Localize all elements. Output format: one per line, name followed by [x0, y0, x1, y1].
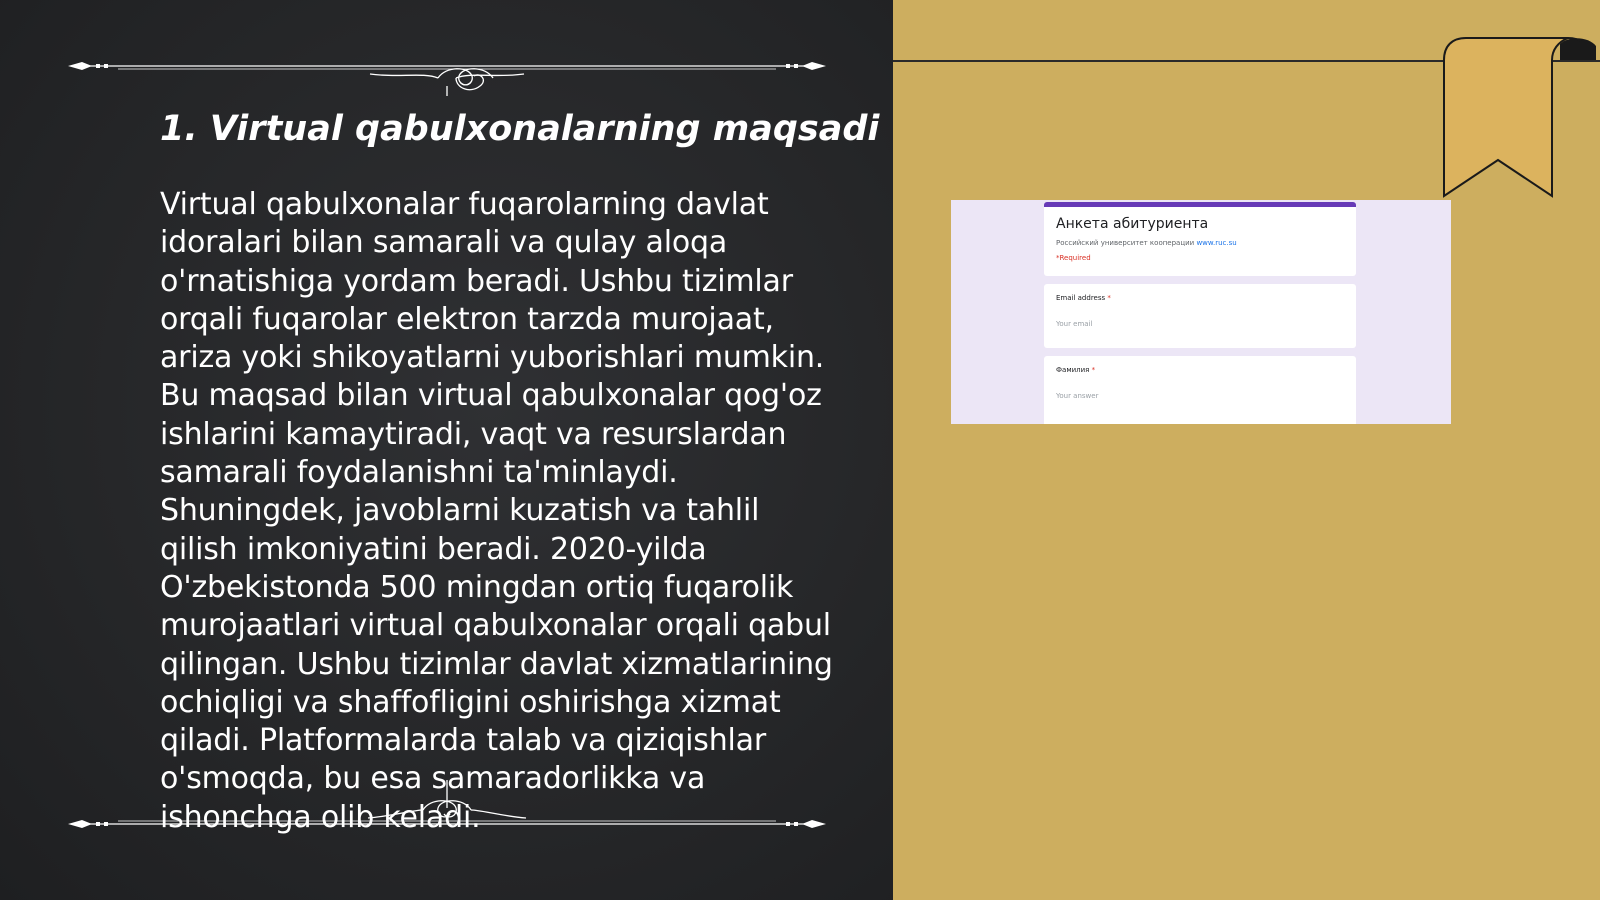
- question-label: [1056, 366, 1344, 375]
- slide-body-text: Virtual qabulxonalar fuqarolarning davlat idoralari bilan samarali va qulay aloqa o'rnatishiga yordam beradi. Ushbu tizimlar orqali fuqarolar elektron tarzda murojaat, ariza yoki shikoyatlarni yuborishlari mumkin. Bu maqsad bilan virtual qabulxonalar qog'oz ishlarini kamaytiradi, vaqt va resurslardan samarali foydalanishni ta'minlaydi. Shuningdek, javoblarni kuzatish va tahlil qilish imkoniyatini beradi. 2020-yilda O'zbekistonda 500 mingdan ortiq fuqarolik murojaatlari virtual qabulxonalar orqali qabul qilingan. Ushbu tizimlar davlat xizmatlarining ochiqligi va shaffofligini oshirishga xizmat qiladi. Platformalarda talab va qiziqishlar o'smoqda, bu esa samaradorlikka va ishonchga olib keladi.: [160, 187, 833, 835]
- question-card-email: [1044, 284, 1356, 348]
- email-input[interactable]: Your email: [1056, 320, 1093, 328]
- question-label-text: Фамилия: [1056, 366, 1090, 374]
- form-subtitle-link[interactable]: www.ruc.su: [1196, 239, 1237, 247]
- required-star: *: [1107, 294, 1111, 302]
- form-title: Анкета абитуриента: [1056, 216, 1209, 232]
- surname-input[interactable]: Your answer: [1056, 392, 1099, 400]
- question-label-text: Email address: [1056, 294, 1106, 302]
- ornament-bottom-divider-icon: [68, 780, 826, 840]
- form-header-card: [1044, 202, 1356, 276]
- slide-title: 1. Virtual qabulxonalarning maqsadi: [160, 109, 880, 149]
- bookmark-ribbon-icon: [1430, 34, 1600, 200]
- question-label: [1056, 294, 1344, 303]
- ornament-top-divider-icon: [68, 36, 826, 96]
- form-screenshot: [951, 200, 1451, 424]
- form-required-note: *Required: [1056, 254, 1091, 262]
- question-card-surname: [1044, 356, 1356, 424]
- form-subtitle-text: Российский университет кооперации: [1056, 239, 1195, 247]
- form-subtitle: [1056, 239, 1344, 248]
- required-star: *: [1091, 366, 1096, 374]
- form-column: [1044, 202, 1356, 424]
